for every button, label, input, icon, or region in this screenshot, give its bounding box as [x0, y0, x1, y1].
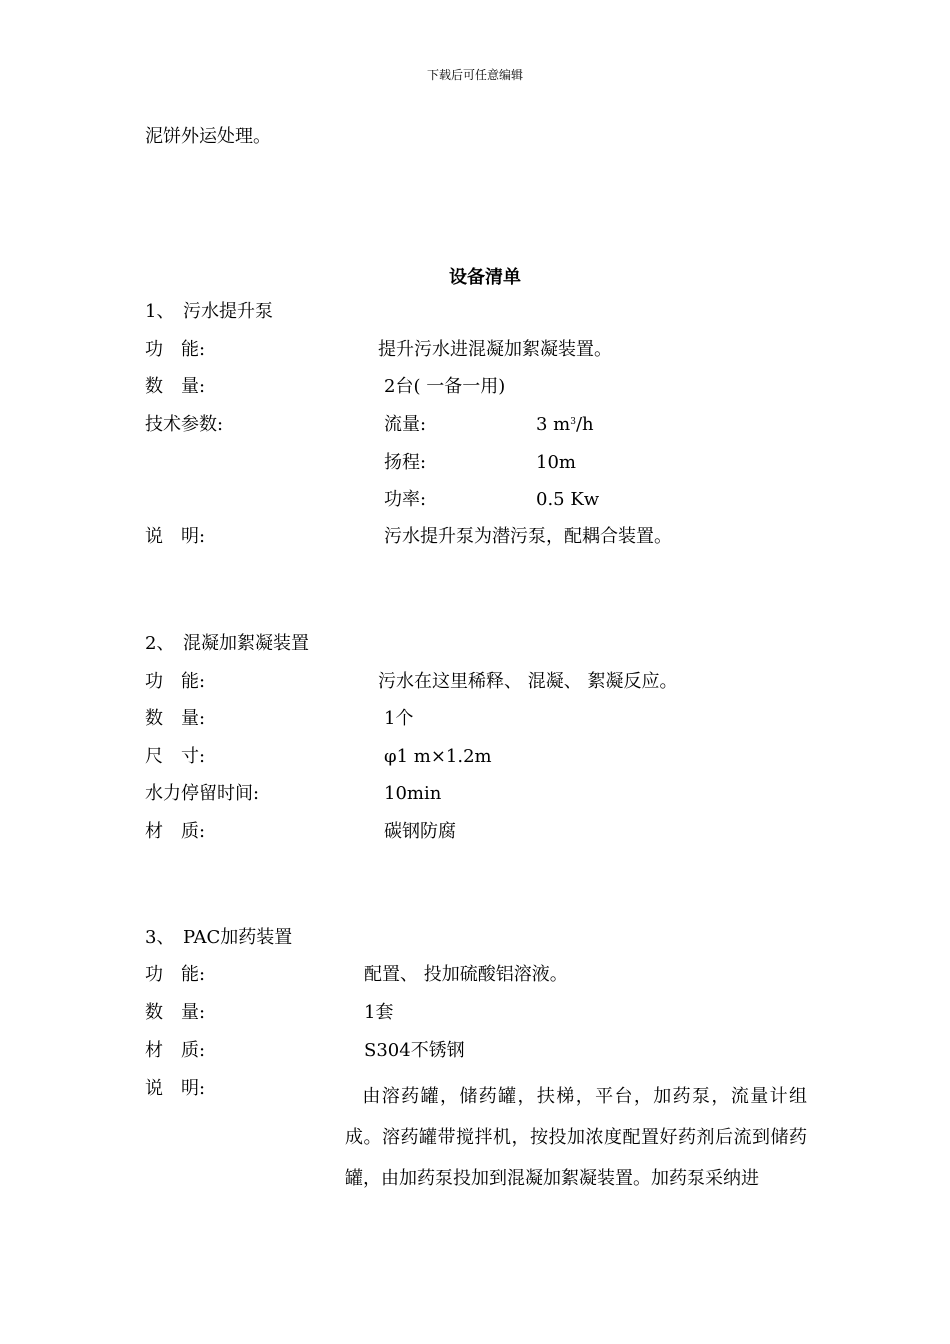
intro-text: 泥饼外运处理。 [145, 126, 271, 147]
s2-function-label: 功 能: [145, 671, 206, 692]
s1-function-label: 功 能: [145, 339, 206, 360]
section-2-heading: 混凝加絮凝装置 [183, 633, 309, 654]
s2-quantity-value: 1个 [384, 708, 414, 729]
s2-hrt-value: 10min [384, 783, 442, 804]
s1-function-value: 提升污水进混凝加絮凝装置。 [378, 339, 612, 360]
s1-flow-label: 流量: [384, 414, 427, 435]
s3-quantity-value: 1套 [364, 1002, 394, 1023]
s1-flow-value: 3 $m^3/h$ [536, 414, 594, 435]
s1-note-label: 说 明: [145, 526, 206, 547]
s2-size-value: φ1 m×1.2m [384, 746, 492, 767]
s3-material-label: 材 质: [145, 1040, 206, 1061]
s2-material-value: 碳钢防腐 [384, 821, 456, 842]
s1-head-label: 扬程: [384, 452, 427, 473]
s3-quantity-label: 数 量: [145, 1002, 206, 1023]
s3-material-value: S304不锈钢 [364, 1040, 465, 1061]
s3-note-paragraph [345, 1076, 807, 1199]
s1-power-label: 功率: [384, 489, 427, 510]
s1-quantity-value: 2台( 一备一用) [384, 376, 506, 397]
section-1-heading: 污水提升泵 [183, 301, 273, 322]
s2-function-value: 污水在这里稀释、 混凝、 絮凝反应。 [378, 671, 678, 692]
s1-params-label: 技术参数: [145, 414, 224, 435]
section-1-number: 1、 [145, 301, 175, 322]
s2-hrt-label: 水力停留时间: [145, 783, 260, 804]
section-2-number: 2、 [145, 633, 175, 654]
s3-function-value: 配置、 投加硫酸铝溶液。 [364, 964, 568, 985]
s1-note-value: 污水提升泵为潜污泵，配耦合装置。 [384, 526, 672, 547]
page-header-note: 下载后可任意编辑 [426, 68, 523, 82]
section-3-heading: PAC加药装置 [183, 927, 293, 948]
s3-function-label: 功 能: [145, 964, 206, 985]
s3-note-label: 说 明: [145, 1078, 206, 1099]
s2-quantity-label: 数 量: [145, 708, 206, 729]
s1-power-value: 0.5 Kw [536, 489, 600, 510]
s2-size-label: 尺 寸: [145, 746, 206, 767]
s2-material-label: 材 质: [145, 821, 206, 842]
s1-head-value: 10m [536, 452, 576, 473]
s3-note-text: 由溶药罐，储药罐，扶梯，平台，加药泵，流量计组成。溶药罐带搅拌机，按投加浓度配置好药剂后流到储药罐，由加药泵投加到混凝加絮凝装置。加药泵采纳进 [345, 1086, 807, 1189]
document-title: 设备清单 [449, 267, 521, 288]
section-3-number: 3、 [145, 927, 175, 948]
s1-quantity-label: 数 量: [145, 376, 206, 397]
